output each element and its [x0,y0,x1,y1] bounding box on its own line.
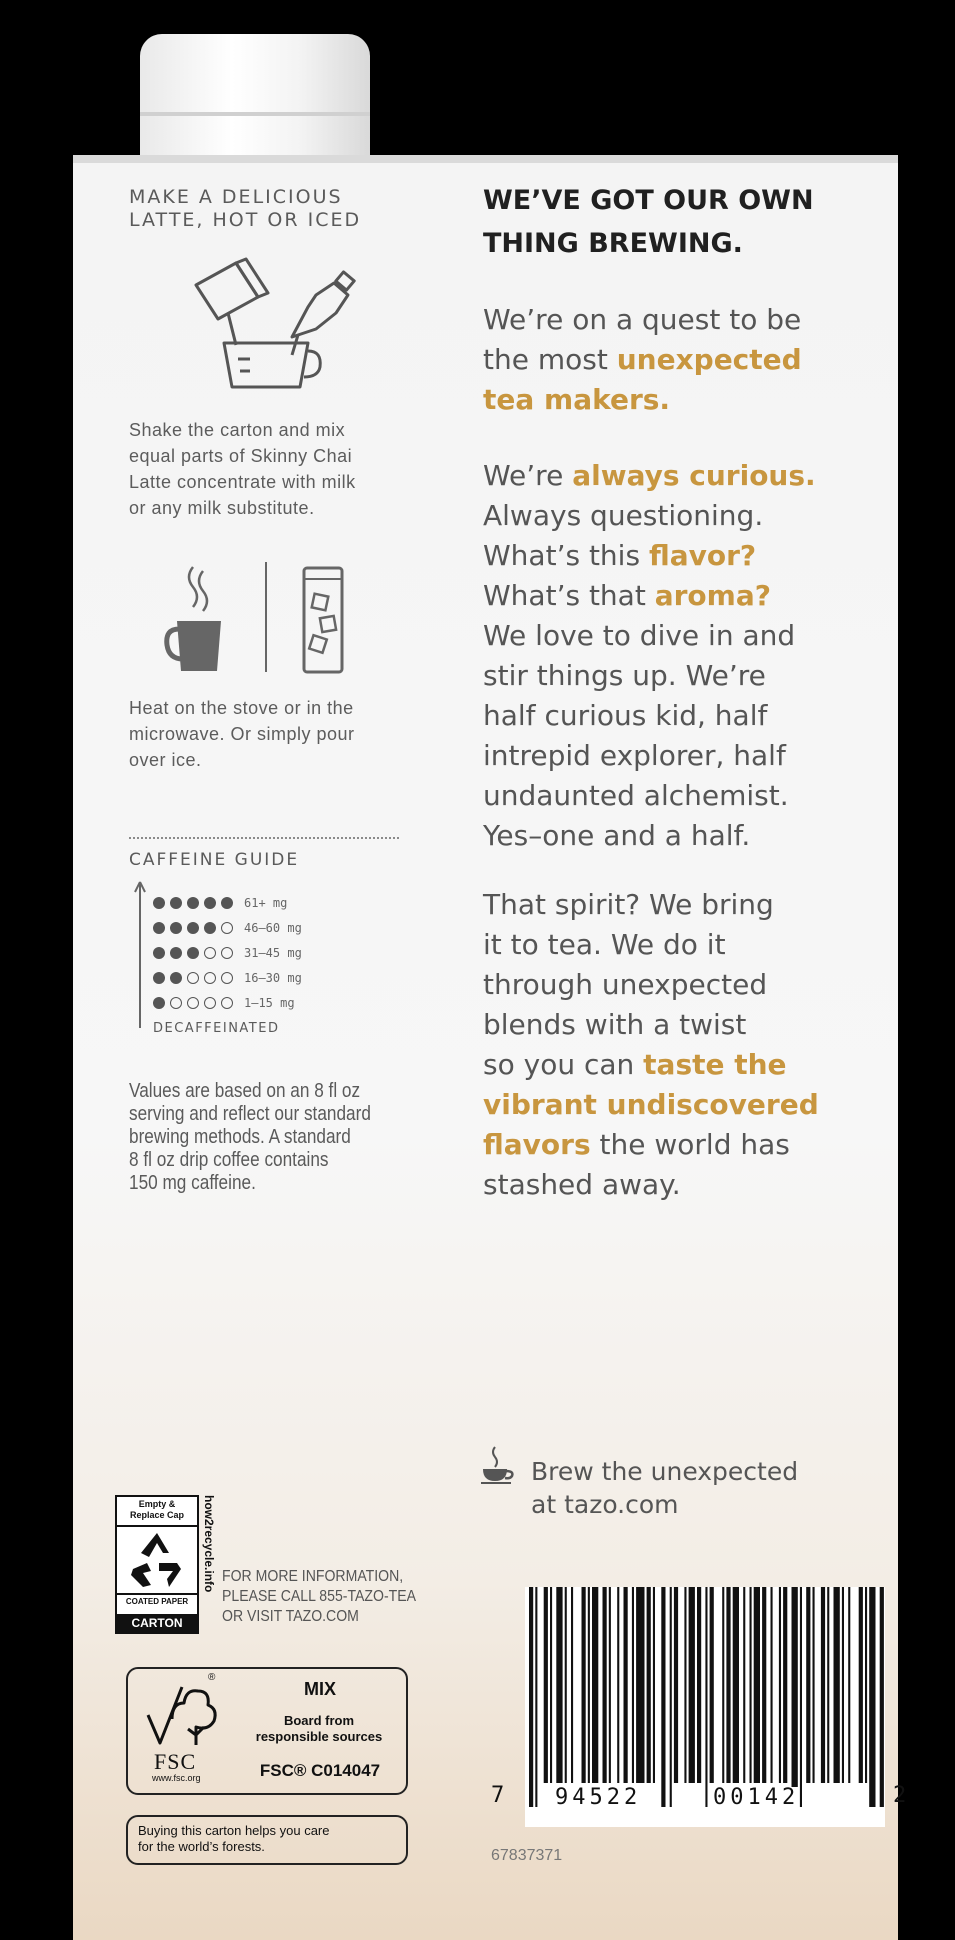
highlight-text: taste the [643,1048,787,1081]
barcode-left-digits: 94522 [555,1785,642,1810]
filled-dot [153,997,165,1009]
filled-dot [153,947,165,959]
fsc-tree-logo-icon [142,1673,222,1755]
story-text: stir things up. We’re [483,659,766,692]
caffeine-level-row [153,993,295,1013]
caffeine-level-row [153,918,302,938]
story-text: stashed away. [483,1168,681,1201]
story-text: Always questioning. [483,499,764,532]
highlight-text: flavors [483,1128,591,1161]
teacup-icon [479,1445,517,1485]
story-line [483,776,873,816]
latte-heading-line: MAKE A DELICIOUS [129,186,343,208]
barcode-bar [544,1587,548,1783]
barcode-bar [842,1587,844,1783]
story-line [483,536,873,576]
shake-line: Shake the carton and mix [129,420,346,440]
barcode-bar [726,1587,730,1783]
fsc-license-code: FSC® C014047 [259,1761,381,1780]
recycle-top-line: Empty & [138,1499,176,1509]
story-line [483,1165,873,1205]
barcode-bar [859,1587,863,1783]
highlight-text: always curious. [572,459,816,492]
story-line [483,300,873,340]
shake-line: or any milk substitute. [129,498,315,518]
story-text: That spirit? We bring [483,888,774,921]
headline-line: WE’VE GOT OUR OWN [483,185,814,216]
story-line [483,1085,873,1125]
story-line [483,696,873,736]
filled-dot [204,922,216,934]
barcode-bar [771,1587,773,1783]
barcode-first-digit: 7 [491,1783,505,1808]
values-line: 150 mg caffeine. [129,1172,256,1194]
barcode-bar [783,1587,787,1783]
filled-dot [187,947,199,959]
caffeine-level-row [153,943,302,963]
empty-dot [221,997,233,1009]
story-text: We’re [483,459,573,492]
story-paragraph-1 [483,300,873,420]
story-text: so you can [483,1048,644,1081]
barcode-bar [565,1587,567,1783]
carton-panel [73,155,907,1940]
caffeine-guide-title: CAFFEINE GUIDE [129,850,300,870]
barcode-bar [813,1587,815,1783]
iced-glass-icon [301,565,345,675]
story-line [483,1045,873,1085]
barcode-bar [661,1587,665,1807]
story-text: undaunted alchemist. [483,779,789,812]
heat-instructions [129,695,439,773]
barcode-bar [670,1587,672,1807]
barcode-bar [697,1587,701,1783]
caffeine-level-label: 16–30 mg [244,971,302,985]
shake-instructions [129,417,439,521]
story-text: the world has [590,1128,790,1161]
story-line [483,616,873,656]
barcode-bar [592,1587,598,1783]
recycle-top-label [117,1497,197,1527]
bottle-cap [140,34,370,159]
barcode-bar [529,1587,533,1807]
recycle-label [115,1495,199,1634]
filled-dot [170,897,182,909]
story-paragraph-3 [483,885,873,1205]
info-line: OR VISIT TAZO.COM [222,1608,359,1625]
story-line [483,965,873,1005]
recycle-arrows-icon [127,1529,187,1589]
hot-mug-icon [163,565,243,675]
barcode-bar [617,1587,619,1783]
forests-line: Buying this carton helps you care [138,1823,330,1838]
barcode-bar [800,1587,802,1807]
forests-line: for the world’s forests. [138,1839,265,1854]
caffeine-level-row [153,968,302,988]
fsc-url: www.fsc.org [152,1773,201,1783]
empty-dot [187,972,199,984]
story-line [483,1125,873,1165]
filled-dot [221,897,233,909]
story-text: half curious kid, half [483,699,768,732]
caffeine-level-label: 61+ mg [244,896,288,910]
barcode-bar [550,1587,552,1783]
barcode-bar [865,1587,867,1783]
shake-line: Latte concentrate with milk [129,472,356,492]
fsc-board-line: Board from [283,1713,355,1728]
filled-dot [187,897,199,909]
story-line [483,816,873,856]
story-text: blends with a twist [483,1008,747,1041]
story-text: it to tea. We do it [483,928,726,961]
empty-dot [204,947,216,959]
recycle-side [200,1495,216,1630]
barcode-bar [792,1587,798,1807]
barcode-bar [636,1587,644,1783]
barcode-bar [750,1587,752,1783]
barcode-bar [722,1587,724,1783]
hot-iced-divider [265,562,267,672]
filled-dot [204,897,216,909]
barcode-bar [588,1587,590,1783]
barcode-bar [754,1587,760,1783]
story-line [483,340,873,380]
story-line [483,576,873,616]
latte-heading [129,186,439,232]
pour-carton-icon [188,255,368,395]
barcode-bar [624,1587,628,1783]
barcode-bar [779,1587,781,1783]
filled-dot [187,922,199,934]
barcode-bar [653,1587,655,1783]
story-line [483,1005,873,1045]
barcode-bar [609,1587,611,1783]
story-line [483,456,873,496]
product-code: 67837371 [491,1847,563,1864]
barcode-bar [535,1587,537,1807]
story-text: intrepid explorer, half [483,739,786,772]
fsc-mix: MIX [303,1679,336,1699]
empty-dot [221,922,233,934]
barcode-bar [689,1587,695,1783]
story-line [483,885,873,925]
caffeine-level-label: 46–60 mg [244,921,302,935]
barcode-bar [821,1587,825,1783]
heat-line: over ice. [129,750,202,770]
story-line [483,496,873,536]
shake-line: equal parts of Skinny Chai [129,446,353,466]
barcode-bars [525,1587,885,1810]
highlight-text: unexpected [616,343,802,376]
story-text: We love to dive in and [483,619,796,652]
values-line: 8 fl oz drip coffee contains [129,1149,329,1171]
values-line: brewing methods. A standard [129,1126,351,1148]
barcode-bar [556,1587,562,1783]
barcode-right-digits: 00142 [713,1785,800,1810]
filled-dot [170,922,182,934]
barcode-bar [647,1587,651,1783]
barcode-bar [869,1587,875,1807]
barcode-bar [880,1587,884,1807]
caffeine-level-label: 31–45 mg [244,946,302,960]
story-line [483,736,873,776]
barcode-bar [603,1587,607,1783]
info-line: FOR MORE INFORMATION, [222,1568,404,1585]
forests-note-box [126,1815,408,1865]
more-info-text [222,1567,416,1627]
fsc-registered-mark: ® [208,1672,216,1683]
filled-dot [153,897,165,909]
empty-dot [170,997,182,1009]
story-text: What’s that [483,579,655,612]
empty-dot [204,997,216,1009]
barcode-bar [834,1587,840,1783]
empty-dot [204,972,216,984]
barcode-bar [827,1587,829,1783]
heat-line: microwave. Or simply pour [129,724,355,744]
barcode-bar [632,1587,634,1783]
barcode-bar [848,1587,850,1783]
section-divider [129,837,399,839]
story-text: We’re on a quest to be [483,303,802,336]
barcode-bar [710,1587,714,1783]
barcode-bar [582,1587,586,1783]
values-line: Values are based on an 8 fl oz [129,1080,361,1102]
headline-line: THING BREWING. [483,228,743,259]
fsc-logo-text: FSC [154,1749,197,1774]
caffeine-arrow-icon [134,880,146,1030]
barcode-bar [806,1587,810,1783]
caffeine-level-row [153,893,287,913]
heat-line: Heat on the stove or in the [129,698,354,718]
filled-dot [170,947,182,959]
barcode-bar [705,1587,707,1807]
decaffeinated-label: DECAFFEINATED [153,1021,280,1036]
story-paragraph-2 [483,456,873,856]
recycle-top-line: Replace Cap [129,1510,185,1520]
upc-barcode [491,1587,907,1827]
story-line [483,925,873,965]
how2recycle-label: how2recycle.info [202,1495,216,1593]
barcode-bar [733,1587,739,1783]
brand-headline [483,179,873,265]
values-line: serving and reflect our standard [129,1103,371,1125]
barcode-bar [762,1587,766,1783]
highlight-text: flavor? [648,539,757,572]
highlight-text: aroma? [654,579,771,612]
latte-heading-line: LATTE, HOT OR ICED [129,209,362,231]
barcode-bar [684,1587,686,1783]
story-line [483,656,873,696]
filled-dot [153,922,165,934]
caffeine-level-label: 1–15 mg [244,996,295,1010]
filled-dot [170,972,182,984]
highlight-text: tea makers. [483,383,671,416]
brew-link[interactable]: at tazo.com [531,1490,679,1519]
fsc-board-line: responsible sources [255,1729,383,1744]
empty-dot [221,947,233,959]
barcode-bar [674,1587,678,1783]
brew-line: Brew the unexpected [531,1457,799,1486]
story-text: What’s this [483,539,649,572]
barcode-last-digit: 2 [893,1783,907,1808]
highlight-text: vibrant undiscovered [483,1088,819,1121]
caffeine-values-note [129,1080,421,1195]
empty-dot [221,972,233,984]
coated-paper-label: COATED PAPER [117,1593,197,1606]
story-text: Yes–one and a half. [483,819,751,852]
barcode-bar [743,1587,745,1783]
filled-dot [153,972,165,984]
story-line [483,380,873,420]
barcode-bar [571,1587,573,1783]
carton-label: CARTON [117,1614,197,1632]
empty-dot [187,997,199,1009]
forests-note [138,1823,330,1855]
story-text: through unexpected [483,968,768,1001]
fsc-board-text [234,1713,404,1745]
info-line: PLEASE CALL 855-TAZO-TEA [222,1588,417,1605]
fsc-certification-box [126,1667,408,1795]
story-text: the most [483,343,617,376]
brew-tagline [531,1455,798,1521]
